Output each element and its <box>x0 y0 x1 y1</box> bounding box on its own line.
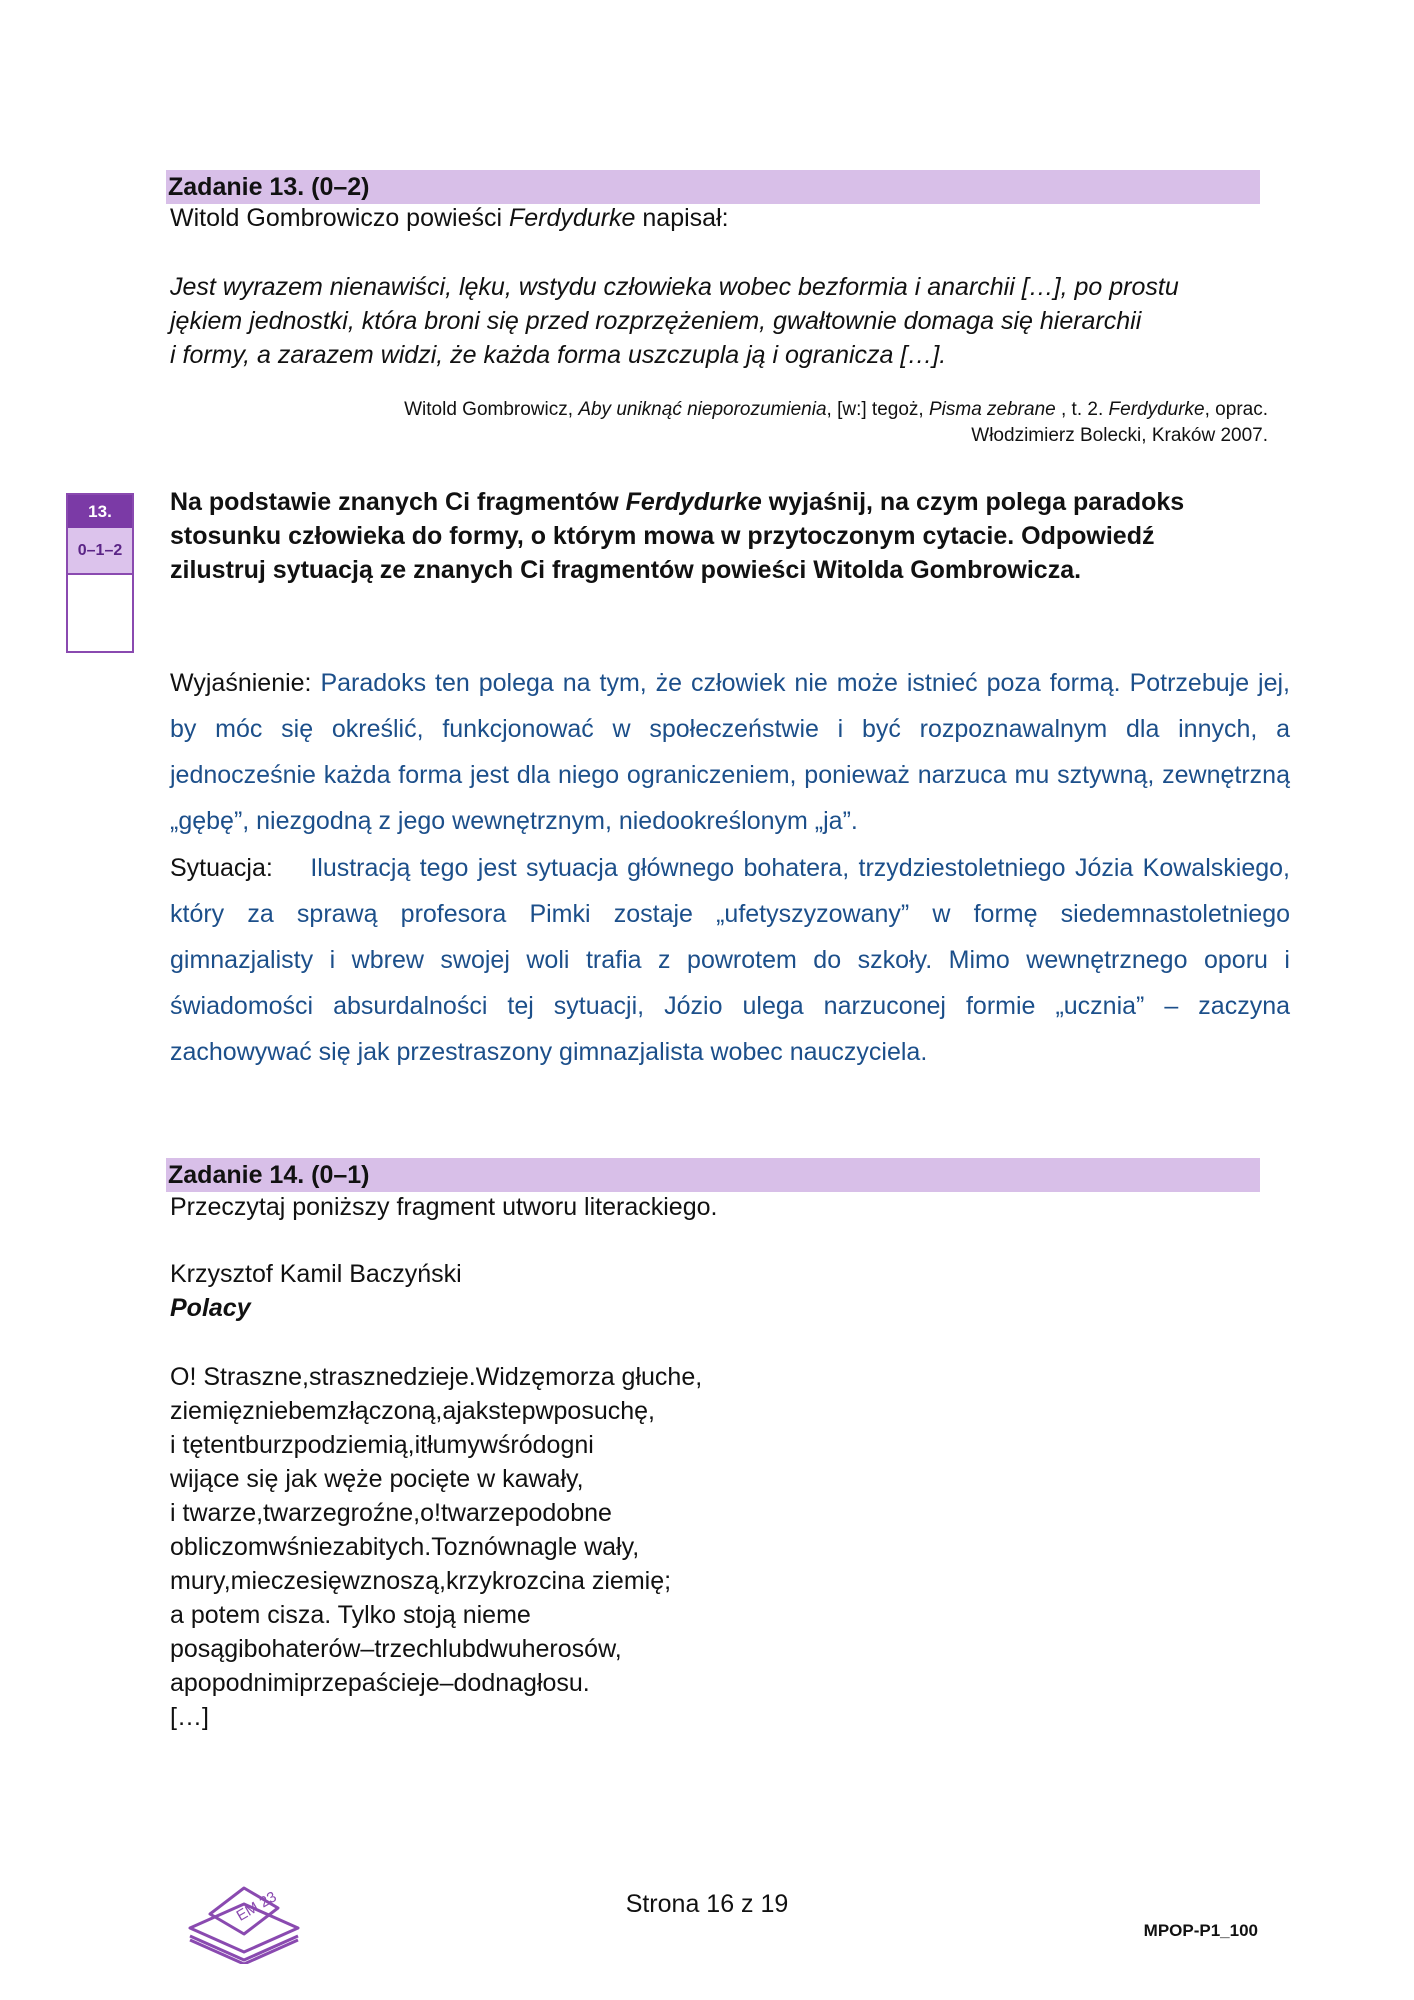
intro-title: Ferdydurke <box>509 204 636 232</box>
poem-line: […] <box>170 1703 209 1731</box>
intro-text: Witold Gombrowiczo powieści <box>170 204 509 232</box>
poem-line: apopodnimiprzepaściejе–dodnagłosu. <box>170 1669 590 1697</box>
poem-text <box>170 1360 702 1734</box>
instruction-part: Na podstawie znanych Ci fragmentów <box>170 488 626 516</box>
intro-text-end: napisał: <box>635 204 729 232</box>
source-volume: Ferdydurke <box>1108 399 1205 420</box>
poem-line: wijące się jak węże pocięte w kawały, <box>170 1465 584 1493</box>
source-author: Witold Gombrowicz, <box>404 399 579 420</box>
source-book: Pisma zebrane <box>928 399 1056 420</box>
instruction-part: wyjaśnij, na czym polega paradoks <box>761 488 1185 516</box>
score-input-cell[interactable] <box>68 575 132 653</box>
source-volume-label: , t. 2. <box>1055 399 1109 420</box>
poem-line: a potem cisza. Tylko stoją nieme <box>170 1601 531 1629</box>
logo-text: EM 23 <box>233 1888 280 1925</box>
poem-line: ziemięzniebemzłączoną,ajakstepwposuchę, <box>170 1397 655 1425</box>
task13-header: Zadanie 13. (0–2) <box>166 170 1260 204</box>
quote-line: jękiem jednostki, która broni się przed rozprzężeniem, gwałtownie domaga się hierarchii <box>170 307 1142 335</box>
instruction-line: stosunku człowieka do formy, o którym mowa w przytoczonym cytacie. Odpowiedź <box>170 522 1155 550</box>
explanation-text: Paradoks ten polega na tym, że człowiek nie może istnieć poza formą. Potrzebuje jej, by móc się określić, funkcjonować w społeczeństwie i być rozpoznawalnym dla innych, a jednocześnie każda forma jest dla niego ograniczeniem, ponieważ narzuca mu sztywną, zewnętrzną „gębę”, niezgodną z jego wewnętrznym, niedookreślonym „ja”. <box>170 669 1290 835</box>
situation-text: Ilustracją tego jest sytuacja głównego bohatera, trzydziestoletniego Józia Kowalskiego, który za sprawą profesora Pimki zostaje „ufetyszyzowany” w formę siedemnastoletniego gimnazjalisty i wbrew swojej woli trafia z powrotem do szkoły. Mimo wewnętrznego oporu i świadomości absurdalności tej sytuacji, Józio ulega narzuconej formie „ucznia” – zaczyna zachowywać się jak przestraszony gimnazjalista wobec nauczyciela. <box>170 854 1290 1066</box>
task13-intro <box>170 201 729 235</box>
source-title: Aby uniknąć nieporozumienia <box>578 399 827 420</box>
poem-line: i twarze,twarzegroźne,o!twarzepodobne <box>170 1499 612 1527</box>
poem-line: posągibohaterów–trzechlubdwuherosów, <box>170 1635 622 1663</box>
source-line2: Włodzimierz Bolecki, Kraków 2007. <box>971 425 1268 446</box>
task14-intro: Przeczytaj poniższy fragment utworu literackiego. <box>170 1193 718 1221</box>
quote-line: Jest wyrazem nienawiści, lęku, wstydu człowieka wobec bezformia i anarchii […], po prostu <box>170 273 1179 301</box>
source-editor-label: , oprac. <box>1204 399 1268 420</box>
explanation-answer <box>170 660 1290 844</box>
explanation-label: Wyjaśnienie: <box>170 669 312 697</box>
quote-source <box>404 397 1268 449</box>
score-range: 0–1–2 <box>68 528 132 575</box>
task13-instruction <box>170 485 1184 587</box>
poem-author: Krzysztof Kamil Baczyński <box>170 1260 462 1288</box>
instruction-line <box>170 485 1184 519</box>
situation-answer <box>170 845 1290 1075</box>
poem-title: Polacy <box>170 1294 251 1322</box>
poem-line: mury,mieczesięwznoszą,krzykrozcina ziemię; <box>170 1567 672 1595</box>
quote-line: i formy, a zarazem widzi, że każda forma uszczupla ją i ogranicza […]. <box>170 341 947 369</box>
situation-label: Sytuacja: <box>170 854 273 882</box>
score-number: 13. <box>68 495 132 528</box>
source-sep: , [w:] tegoż, <box>826 399 929 420</box>
page-number: Strona 16 z 19 <box>625 1890 789 1918</box>
task14-header: Zadanie 14. (0–1) <box>166 1158 1260 1192</box>
poem-line: i tętentburzpodziemią,itłumywśródogni <box>170 1431 594 1459</box>
task13-quote <box>170 270 1179 372</box>
poem-line: O! Straszne,strasznedzieje.Widzęmorza głuche, <box>170 1363 703 1391</box>
poem-line: obliczomwśniezabitych.Toznównagle wały, <box>170 1533 640 1561</box>
exam-code: MPOP-P1_100 <box>1143 1921 1258 1940</box>
instruction-title: Ferdydurke <box>625 488 762 516</box>
score-box <box>66 493 134 653</box>
instruction-line: zilustruj sytuacją ze znanych Ci fragmentów powieści Witolda Gombrowicza. <box>170 556 1082 584</box>
